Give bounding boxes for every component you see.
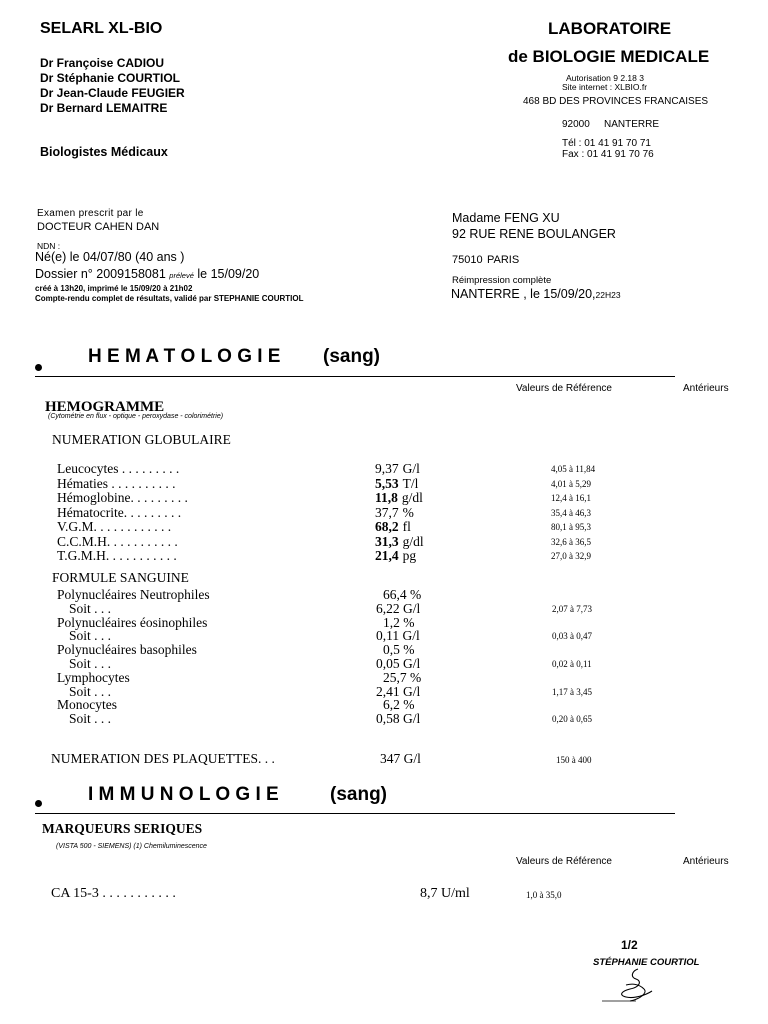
prescribed-by-label: Examen prescrit par le — [37, 208, 144, 219]
reference-range: 12,4 à 16,1 — [551, 493, 591, 503]
lab-role: Biologistes Médicaux — [40, 145, 168, 159]
dossier-number: Dossier n° 2009158081 prélevé le 15/09/20 — [35, 267, 260, 281]
result-number: 21,4 — [375, 548, 399, 563]
lab-postal: 92000 — [562, 119, 590, 130]
reference-range: 35,4 à 46,3 — [551, 507, 591, 518]
result-unit: G/l — [402, 461, 420, 476]
formula-absolute-value: 2,41 G/l — [376, 683, 421, 699]
platelets-label: NUMERATION DES PLAQUETTES. . . — [51, 751, 275, 766]
numeration-label: V.G.M. . . . . . . . . . . . — [57, 519, 172, 534]
markers-method: (VISTA 500 - SIEMENS) (1) Chemiluminescence — [56, 843, 207, 850]
result-unit: T/l — [402, 475, 419, 491]
formula-cell-label: Lymphocytes — [57, 669, 130, 685]
section-heading-immunology: I M M U N O L O G I E — [88, 784, 279, 805]
reference-range: 0,02 à 0,11 — [552, 659, 592, 669]
numeration-label: T.G.M.H. . . . . . . . . . . — [57, 548, 177, 563]
lab-fax: Fax : 01 41 91 70 76 — [562, 149, 654, 160]
lab-name: SELARL XL-BIO — [40, 20, 163, 37]
formula-percent-value: 1,2 % — [383, 614, 415, 630]
patient-street: 92 RUE RENE BOULANGER — [452, 227, 616, 241]
formula-cell-label: Monocytes — [57, 697, 117, 713]
result-number: 68,2 — [375, 519, 399, 534]
formula-absolute-label: Soit . . . — [69, 683, 112, 699]
bullet-icon — [35, 364, 42, 371]
section-subheading: (sang) — [323, 346, 380, 367]
numeration-label: C.C.M.H. . . . . . . . . . . — [57, 533, 178, 549]
reference-range: 27,0 à 32,9 — [551, 551, 591, 561]
hemogram-title: HEMOGRAMME — [45, 399, 165, 415]
numeration-value — [375, 548, 416, 564]
formula-percent-value: 6,2 % — [383, 697, 415, 713]
result-number: 11,8 — [375, 490, 398, 505]
formula-cell-label: Polynucléaires basophiles — [57, 642, 197, 658]
platelets-reference: 150 à 400 — [556, 755, 592, 765]
formula-absolute-value: 0,58 G/l — [376, 711, 421, 727]
signatory-name: STÉPHANIE COURTIOL — [593, 957, 700, 968]
reprint-label: Réimpression complète — [452, 275, 552, 286]
formula-absolute-label: Soit . . . — [69, 628, 112, 644]
result-number: 37,7 — [375, 504, 399, 520]
lab-address: 468 BD DES PROVINCES FRANCAISES — [523, 96, 709, 107]
birth-date: Né(e) le 04/07/80 (40 ans ) — [35, 250, 185, 264]
bullet-icon — [35, 800, 42, 807]
formula-absolute-label: Soit . . . — [69, 711, 112, 727]
lab-city: NANTERRE — [604, 119, 660, 130]
lab-title-line1: LABORATOIRE — [548, 19, 672, 38]
page-number: 1/2 — [621, 938, 638, 952]
result-unit: pg — [402, 548, 417, 563]
numeration-label: Leucocytes . . . . . . . . . — [57, 461, 180, 476]
formula-percent-value: 0,5 % — [383, 642, 415, 658]
formula-absolute-value: 0,11 G/l — [376, 628, 420, 644]
numeration-label: Hématocrite. . . . . . . . . — [57, 504, 182, 520]
result-number: 5,53 — [375, 475, 399, 491]
formula-absolute-value: 6,22 G/l — [376, 600, 421, 616]
lab-website: Site internet : XLBIO.fr — [562, 82, 648, 92]
column-header-previous: Antérieurs — [683, 856, 729, 867]
reference-range: 1,17 à 3,45 — [552, 686, 592, 697]
test-label: CA 15-3 . . . . . . . . . . . — [51, 886, 176, 901]
platelets-value: 347 G/l — [380, 751, 421, 766]
formula-cell-label: Polynucléaires Neutrophiles — [57, 587, 210, 602]
test-reference: 1,0 à 35,0 — [526, 890, 562, 900]
print-place-date: NANTERRE , le 15/09/20,22H23 — [451, 287, 621, 301]
doctor-name: Dr Stéphanie COURTIOL — [40, 71, 181, 85]
created-printed-info: créé à 13h20, imprimé le 15/09/20 à 21h02 — [35, 284, 193, 293]
ndn-label: NDN : — [37, 241, 61, 251]
doctor-name: Dr Jean-Claude FEUGIER — [40, 86, 185, 100]
result-unit: g/dl — [402, 533, 424, 549]
hemogram-method: (Cytométrie en flux - optique - peroxydase - colorimétrie) — [48, 413, 224, 420]
validation-info: Compte-rendu complet de résultats, validé par STEPHANIE COURTIOL — [35, 294, 304, 303]
reference-range: 2,07 à 7,73 — [552, 603, 592, 614]
formula-absolute-label: Soit . . . — [69, 656, 112, 671]
markers-title: MARQUEURS SERIQUES — [42, 821, 203, 836]
reference-range: 4,05 à 11,84 — [551, 464, 596, 474]
result-unit: % — [402, 504, 414, 520]
lab-authorisation: Autorisation 9 2.18 3 — [566, 73, 644, 83]
section-divider — [35, 813, 675, 814]
reference-range: 80,1 à 95,3 — [551, 522, 591, 532]
section-heading-hematology: H E M A T O L O G I E — [88, 346, 281, 367]
patient-postal: 75010 — [452, 254, 483, 266]
patient-name: Madame FENG XU — [452, 211, 560, 225]
reference-range: 32,6 à 36,5 — [551, 536, 591, 547]
doctor-name: Dr Bernard LEMAITRE — [40, 101, 168, 115]
formula-percent-value: 25,7 % — [383, 669, 422, 685]
formula-absolute-value: 0,05 G/l — [376, 656, 421, 671]
numeration-label: Hémoglobine. . . . . . . . . — [57, 490, 188, 505]
section-subheading: (sang) — [330, 784, 387, 805]
formula-absolute-label: Soit . . . — [69, 600, 112, 616]
doctor-name: Dr Françoise CADIOU — [40, 56, 165, 70]
column-header-previous: Antérieurs — [683, 383, 729, 394]
handwritten-signature — [600, 965, 680, 1005]
prescribing-doctor: DOCTEUR CAHEN DAN — [37, 221, 160, 233]
reference-range: 4,01 à 5,29 — [551, 478, 591, 489]
section-divider — [35, 376, 675, 377]
result-unit: g/dl — [401, 490, 423, 505]
column-header-reference: Valeurs de Référence — [516, 856, 612, 867]
test-value: 8,7 U/ml — [420, 886, 470, 901]
patient-city: PARIS — [487, 254, 520, 266]
formula-title: FORMULE SANGUINE — [52, 570, 189, 585]
column-header-reference: Valeurs de Référence — [516, 383, 612, 394]
reference-range: 0,03 à 0,47 — [552, 631, 592, 642]
result-number: 31,3 — [375, 533, 399, 549]
numeration-title: NUMERATION GLOBULAIRE — [52, 432, 231, 447]
numeration-label: Hématies . . . . . . . . . . — [57, 475, 176, 491]
reference-range: 0,20 à 0,65 — [552, 714, 592, 725]
result-unit: fl — [402, 519, 411, 534]
lab-tel: Tél : 01 41 91 70 71 — [562, 138, 651, 149]
formula-cell-label: Polynucléaires éosinophiles — [57, 614, 208, 630]
result-number: 9,37 — [375, 461, 399, 476]
formula-percent-value: 66,4 % — [383, 587, 422, 602]
lab-title-line2: de BIOLOGIE MEDICALE — [508, 47, 710, 66]
